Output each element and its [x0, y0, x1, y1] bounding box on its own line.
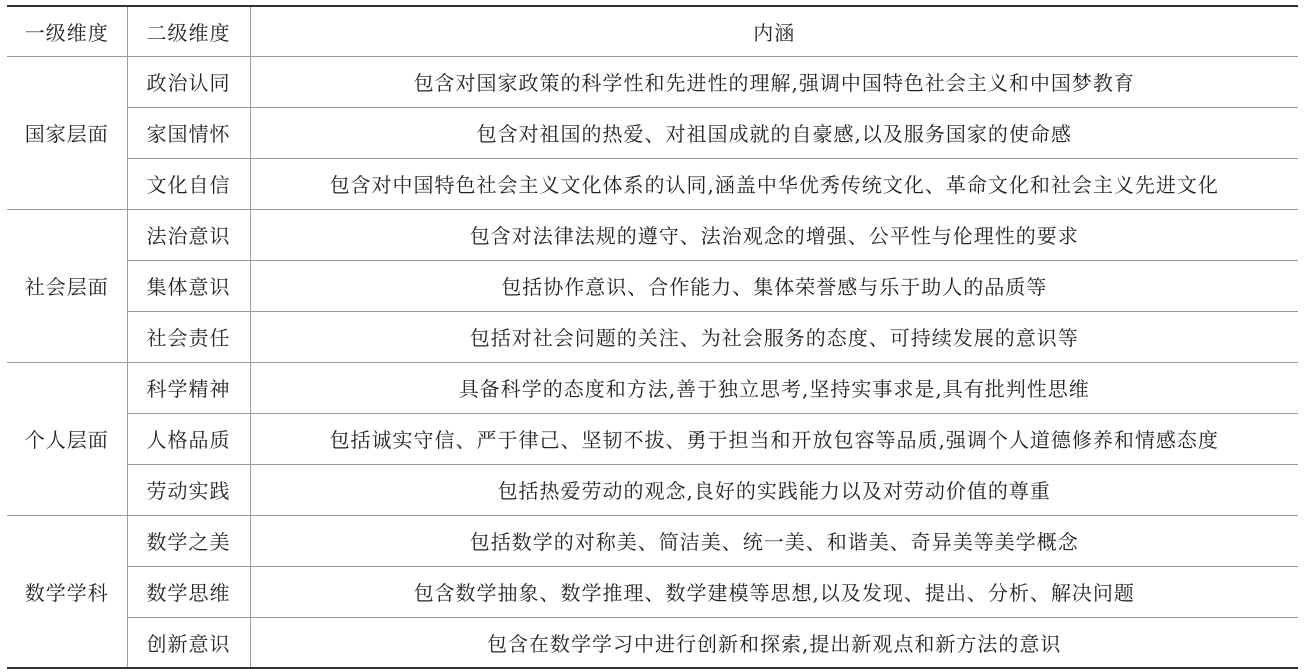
dimension-table	[7, 5, 1298, 669]
content-cell: 包含对祖国的热爱、对祖国成就的自豪感,以及服务国家的使命感	[250, 107, 1298, 158]
content-cell: 包括协作意识、合作能力、集体荣誉感与乐于助人的品质等	[250, 260, 1298, 311]
content-cell: 包含对国家政策的科学性和先进性的理解,强调中国特色社会主义和中国梦教育	[250, 56, 1298, 107]
content-cell: 包含数学抽象、数学推理、数学建模等思想,以及发现、提出、分析、解决问题	[250, 566, 1298, 617]
table-header	[7, 6, 1298, 56]
table-row	[7, 107, 1298, 158]
level1-cell: 数学学科	[7, 515, 127, 668]
level2-cell: 人格品质	[127, 413, 250, 464]
level1-cell: 个人层面	[7, 362, 127, 515]
table-row	[7, 209, 1298, 260]
table-row	[7, 260, 1298, 311]
level2-cell: 数学思维	[127, 566, 250, 617]
header-row	[7, 6, 1298, 56]
content-cell: 包含对法律法规的遵守、法治观念的增强、公平性与伦理性的要求	[250, 209, 1298, 260]
table-row	[7, 515, 1298, 566]
content-cell: 包括热爱劳动的观念,良好的实践能力以及对劳动价值的尊重	[250, 464, 1298, 515]
content-cell: 包含在数学学习中进行创新和探索,提出新观点和新方法的意识	[250, 617, 1298, 668]
level2-cell: 社会责任	[127, 311, 250, 362]
table-row	[7, 56, 1298, 107]
header-level2: 二级维度	[127, 6, 250, 56]
level2-cell: 文化自信	[127, 158, 250, 209]
content-cell: 包括数学的对称美、简洁美、统一美、和谐美、奇异美等美学概念	[250, 515, 1298, 566]
content-cell: 包括对社会问题的关注、为社会服务的态度、可持续发展的意识等	[250, 311, 1298, 362]
table-row	[7, 158, 1298, 209]
table-row	[7, 617, 1298, 668]
level2-cell: 科学精神	[127, 362, 250, 413]
table-row	[7, 311, 1298, 362]
table-row	[7, 464, 1298, 515]
level2-cell: 数学之美	[127, 515, 250, 566]
level2-cell: 劳动实践	[127, 464, 250, 515]
header-level1: 一级维度	[7, 6, 127, 56]
table-row	[7, 362, 1298, 413]
table-body	[7, 56, 1298, 668]
table-row	[7, 413, 1298, 464]
level1-cell: 社会层面	[7, 209, 127, 362]
header-content: 内涵	[250, 6, 1298, 56]
level2-cell: 政治认同	[127, 56, 250, 107]
dimension-table-container	[7, 5, 1298, 669]
content-cell: 包含对中国特色社会主义文化体系的认同,涵盖中华优秀传统文化、革命文化和社会主义先进文化	[250, 158, 1298, 209]
content-cell: 包括诚实守信、严于律己、坚韧不拔、勇于担当和开放包容等品质,强调个人道德修养和情感态度	[250, 413, 1298, 464]
level2-cell: 创新意识	[127, 617, 250, 668]
level2-cell: 法治意识	[127, 209, 250, 260]
table-row	[7, 566, 1298, 617]
level1-cell: 国家层面	[7, 56, 127, 209]
level2-cell: 集体意识	[127, 260, 250, 311]
level2-cell: 家国情怀	[127, 107, 250, 158]
content-cell: 具备科学的态度和方法,善于独立思考,坚持实事求是,具有批判性思维	[250, 362, 1298, 413]
